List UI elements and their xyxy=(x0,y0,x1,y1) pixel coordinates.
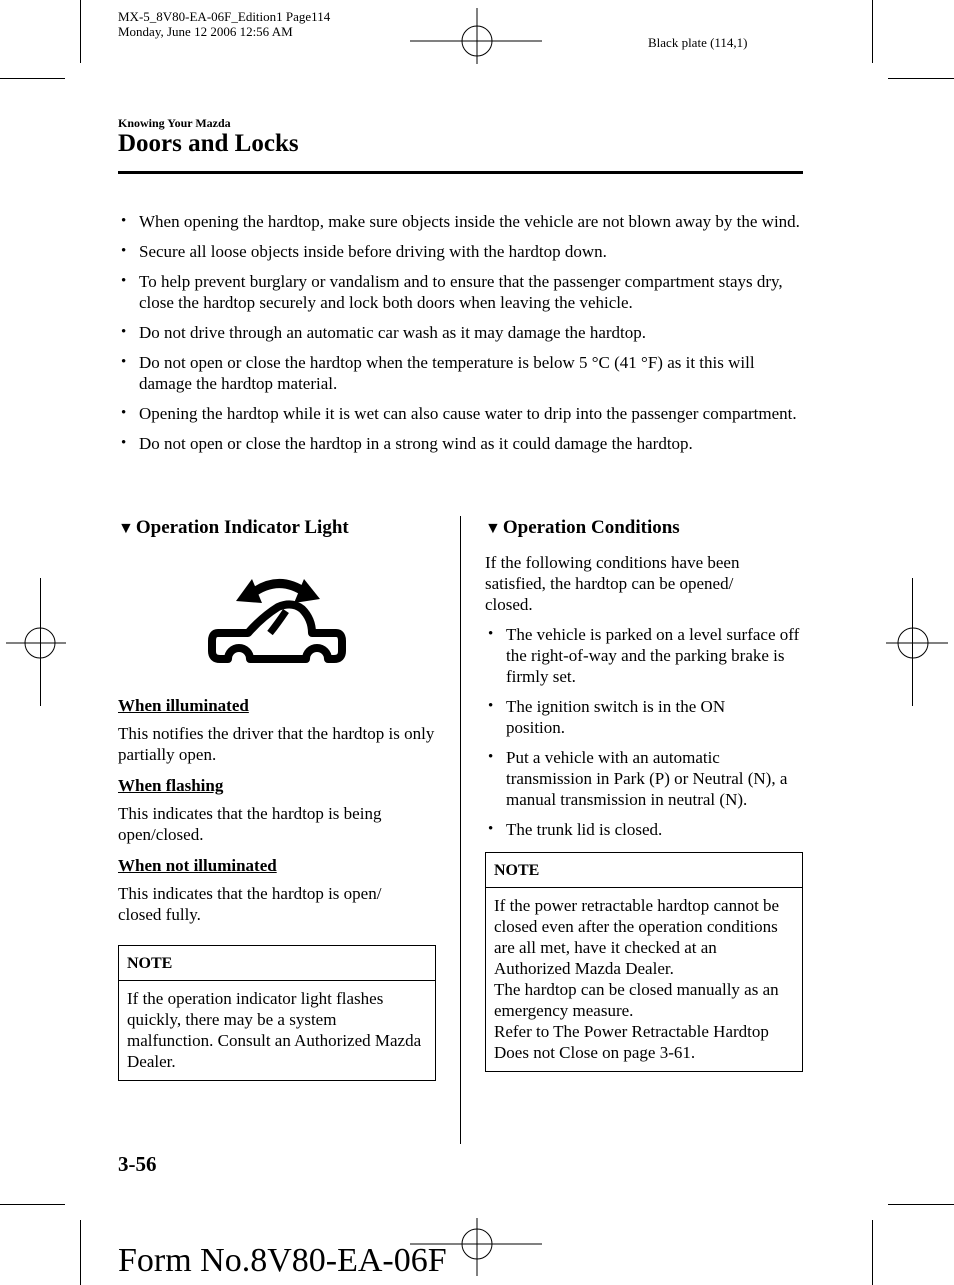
note-body: If the operation indicator light flashes quickly, there may be a system malfunction. Consult an Authorized Mazda Dealer. xyxy=(127,989,422,1071)
list-item: • Opening the hardtop while it is wet can also cause water to drip into the passenger compartment. xyxy=(118,403,803,424)
right-column xyxy=(485,516,803,1072)
conditions-list xyxy=(485,624,803,840)
form-number: Form No.8V80-EA-06F xyxy=(118,1242,447,1279)
list-item: • The ignition switch is in the ON position. xyxy=(485,696,786,738)
list-item: • When opening the hardtop, make sure objects inside the vehicle are not blown away by the wind. xyxy=(118,211,803,232)
when-illuminated-title: When illuminated xyxy=(118,696,249,715)
section-heading xyxy=(118,516,436,541)
print-meta xyxy=(118,9,330,39)
page-title: Doors and Locks xyxy=(118,130,299,157)
list-item: • Do not open or close the hardtop in a strong wind as it could damage the hardtop. xyxy=(118,433,803,454)
note-line: Refer to The Power Retractable Hardtop Does not Close on page 3-61. xyxy=(494,1022,769,1062)
when-flashing-title: When flashing xyxy=(118,776,224,795)
note-title: NOTE xyxy=(486,853,802,888)
triangle-marker-icon: ▼ xyxy=(485,520,501,537)
when-illuminated-text: This notifies the driver that the hardtop is only partially open. xyxy=(118,724,435,764)
when-not-illuminated-title: When not illuminated xyxy=(118,856,277,875)
section-label: Knowing Your Mazda xyxy=(118,116,231,130)
plate-label: Black plate (114,1) xyxy=(648,35,748,50)
print-file-line: MX-5_8V80-EA-06F_Edition1 Page114 xyxy=(118,9,331,24)
registration-mark-left xyxy=(6,620,66,666)
section-heading-text: Operation Conditions xyxy=(502,517,680,538)
top-bullet-list xyxy=(118,211,803,463)
list-item: • Secure all loose objects inside before driving with the hardtop down. xyxy=(118,241,803,262)
list-item: • The vehicle is parked on a level surface off the right-of-way and the parking brake is firmly set. xyxy=(485,624,803,687)
when-not-illuminated-text: This indicates that the hardtop is open/ closed fully. xyxy=(118,884,382,924)
note-title: NOTE xyxy=(119,946,435,981)
print-date-line: Monday, June 12 2006 12:56 AM xyxy=(118,24,293,39)
hardtop-indicator-icon xyxy=(208,567,346,679)
conditions-intro: If the following conditions have been satisfied, the hardtop can be opened/ closed. xyxy=(485,553,740,614)
title-rule xyxy=(118,171,803,174)
page-number: 3-56 xyxy=(118,1152,157,1176)
note-line: The hardtop can be closed manually as an emergency measure. xyxy=(494,980,779,1020)
section-heading xyxy=(485,516,803,541)
note-box xyxy=(485,852,803,1072)
registration-mark-right xyxy=(886,620,948,666)
list-item: • The trunk lid is closed. xyxy=(485,819,803,840)
note-box xyxy=(118,945,436,1081)
note-body xyxy=(486,888,802,1071)
list-item: • Do not open or close the hardtop when the temperature is below 5 °C (41 °F) as it this will damage the hardtop material. xyxy=(118,352,803,394)
left-column xyxy=(118,516,436,1081)
list-item: • Do not drive through an automatic car wash as it may damage the hardtop. xyxy=(118,322,803,343)
registration-mark-top xyxy=(410,8,542,68)
list-item: • To help prevent burglary or vandalism and to ensure that the passenger compartment stays dry, close the hardtop securely and lock both doors when leaving the vehicle. xyxy=(118,271,803,313)
note-line: If the power retractable hardtop cannot be closed even after the operation conditions are all met, have it checked at an Authorized Mazda Dealer. xyxy=(494,896,780,978)
triangle-marker-icon: ▼ xyxy=(118,520,134,537)
when-flashing-text: This indicates that the hardtop is being open/closed. xyxy=(118,804,382,844)
list-item: • Put a vehicle with an automatic transmission in Park (P) or Neutral (N), a manual transmission in neutral (N). xyxy=(485,747,803,810)
section-heading-text: Operation Indicator Light xyxy=(135,517,349,538)
column-divider xyxy=(460,516,461,1144)
